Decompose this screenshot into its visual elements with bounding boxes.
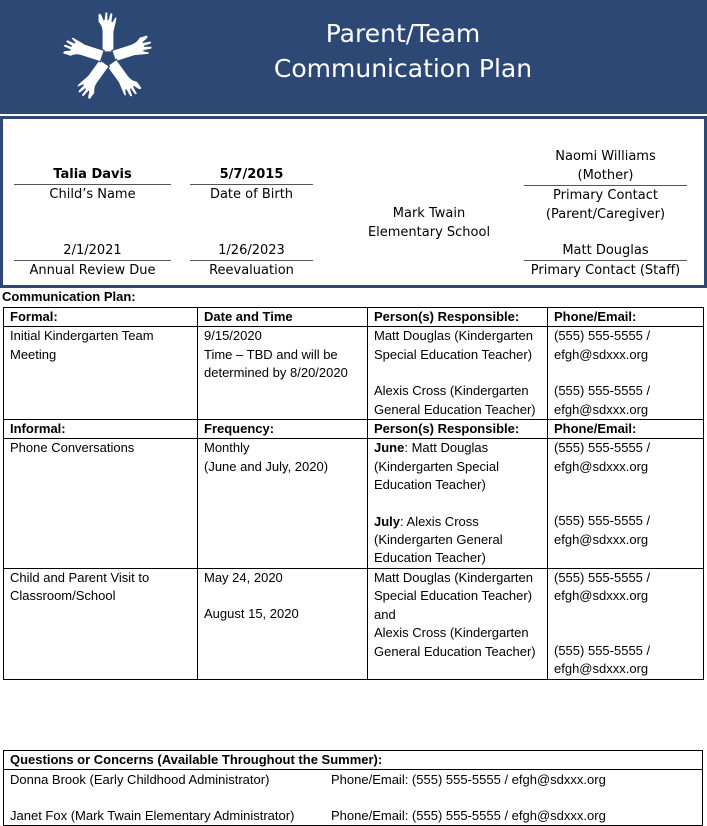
cell-text: Alexis Cross (Kindergarten General Education Teacher) [374, 383, 536, 417]
title-line-2: Communication Plan [273, 54, 533, 83]
dob-value: 5/7/2015 [219, 167, 284, 182]
footer-divider [4, 769, 702, 770]
child-name-field [14, 165, 171, 204]
plan-heading: Communication Plan: [2, 289, 136, 304]
cell-text: (555) 555-5555 / efgh@sdxxx.org [554, 513, 651, 547]
parent-label-2: (Parent/Caregiver) [545, 207, 666, 222]
contact-name: Donna Brook (Early Childhood Administrator) [10, 772, 270, 787]
staff-contact-field [524, 241, 687, 280]
parent-label-1: Primary Contact [524, 185, 687, 205]
questions-footer [3, 750, 703, 826]
table-cell: Child and Parent Visit to Classroom/School [4, 568, 198, 679]
table-cell: Initial Kindergarten Team Meeting [4, 327, 198, 420]
cell-text: : Matt Douglas (Kindergarten Special Education Teacher) [374, 440, 500, 493]
table-row [4, 439, 704, 568]
reevaluation-date: 1/26/2023 [218, 243, 285, 258]
child-info-box [0, 116, 707, 288]
cell-text: August 15, 2020 [204, 606, 299, 622]
cell-text: : Alexis Cross (Kindergarten General Education Teacher) [374, 513, 503, 566]
month-label: July [374, 513, 401, 529]
table-row [4, 568, 704, 679]
contact-name: Janet Fox (Mark Twain Elementary Administrator) [10, 808, 295, 823]
hands-circle-logo-icon [58, 12, 158, 104]
table-header-cell: Person(s) Responsible: [368, 420, 548, 439]
cell-text [374, 513, 541, 568]
table-cell [198, 327, 368, 420]
table-header-cell: Phone/Email: [548, 420, 704, 439]
table-cell [368, 327, 548, 420]
table-header-cell: Informal: [4, 420, 198, 439]
communication-plan-table [3, 307, 704, 680]
parent-contact-field [524, 147, 687, 224]
formal-header-row [4, 308, 704, 327]
table-header-cell: Formal: [4, 308, 198, 327]
reevaluation-label: Reevaluation [190, 260, 313, 280]
cell-text: 9/15/2020 [204, 328, 262, 344]
contact-value: Phone/Email: (555) 555-5555 / efgh@sdxxx.org [331, 772, 606, 787]
informal-header-row [4, 420, 704, 439]
table-header-cell: Person(s) Responsible: [368, 308, 548, 327]
dob-label: Date of Birth [190, 184, 313, 204]
footer-contact [10, 807, 700, 825]
month-label: June [374, 440, 405, 456]
page-title [250, 16, 556, 86]
annual-review-field [14, 241, 171, 280]
cell-text: (555) 555-5555 / efgh@sdxxx.org [554, 569, 651, 604]
dob-field [190, 165, 313, 204]
table-cell: Phone Conversations [4, 439, 198, 568]
cell-text: and [374, 606, 396, 622]
cell-text: (555) 555-5555 / efgh@sdxxx.org [554, 642, 651, 677]
reevaluation-field [190, 241, 313, 280]
child-name-label: Child’s Name [14, 184, 171, 204]
table-cell [198, 439, 368, 568]
footer-title: Questions or Concerns (Available Throughout the Summer): [10, 752, 383, 767]
table-cell [368, 568, 548, 679]
annual-review-label: Annual Review Due [14, 260, 171, 280]
cell-text: Time – TBD and will be determined by 8/20/2020 [204, 346, 348, 381]
title-line-1: Parent/Team [325, 19, 481, 48]
footer-contact [10, 771, 700, 789]
table-cell [548, 568, 704, 679]
annual-review-date: 2/1/2021 [63, 243, 122, 258]
staff-name: Matt Douglas [562, 243, 649, 258]
table-cell [548, 439, 704, 568]
table-row [4, 327, 704, 420]
header-banner [0, 0, 707, 114]
parent-relation: (Mother) [577, 168, 634, 183]
cell-text [374, 439, 541, 494]
cell-text: Matt Douglas (Kindergarten Special Education Teacher) [374, 328, 533, 362]
school-name: Mark Twain Elementary School [367, 206, 491, 240]
cell-text: (555) 555-5555 / efgh@sdxxx.org [554, 328, 651, 362]
table-cell [198, 568, 368, 679]
cell-text: (555) 555-5555 / efgh@sdxxx.org [554, 440, 651, 474]
cell-text: Monthly [204, 440, 250, 456]
table-header-cell: Frequency: [198, 420, 368, 439]
parent-name: Naomi Williams [555, 149, 656, 164]
table-cell [368, 439, 548, 568]
table-header-cell: Phone/Email: [548, 308, 704, 327]
cell-text: May 24, 2020 [204, 569, 283, 585]
cell-text: (June and July, 2020) [204, 458, 329, 474]
staff-label: Primary Contact (Staff) [524, 260, 687, 280]
child-name: Talia Davis [53, 167, 132, 182]
cell-text: Matt Douglas (Kindergarten Special Education Teacher) [374, 569, 533, 604]
contact-value: Phone/Email: (555) 555-5555 / efgh@sdxxx.org [331, 808, 606, 823]
table-header-cell: Date and Time [198, 308, 368, 327]
cell-text: Alexis Cross (Kindergarten General Education Teacher) [374, 625, 536, 659]
table-cell [548, 327, 704, 420]
cell-text: (555) 555-5555 / efgh@sdxxx.org [554, 383, 651, 417]
